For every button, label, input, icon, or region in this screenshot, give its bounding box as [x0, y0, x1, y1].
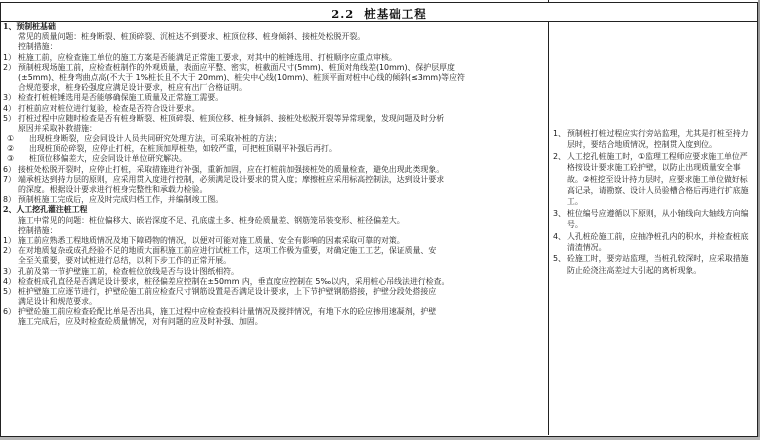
- list-item-continuation: 的深度。根据设计要求进行桩身完整性和承载力检验。: [18, 185, 208, 194]
- list-item-continuation: 全至关重要，要对试桩进行总结，以利下步工作的正常开展。: [18, 256, 232, 266]
- list-item: 5） 打桩过程中应随时检查是否有桩身断裂、桩顶碎裂、桩顶位移、桩身倾斜、接桩处松脱开裂等异常现象，发现问题及时分析: [3, 113, 445, 123]
- part1-common-issues: 常见的质量问题：桩身断裂、桩顶碎裂、沉桩达不到要求、桩顶位移、桩身倾斜、接桩处松脱开裂。: [18, 32, 366, 42]
- list-item-continuation: (±5mm)、桩身弯曲点高(不大于 1%桩长且不大于 20mm)、桩尖中心线(10mm)、桩顶平面对桩中心线的倾斜(≤3mm)等应符: [18, 72, 465, 82]
- content-row: [0, 22, 758, 437]
- sub-list-item: ③ 桩顶位移偏差大，应会同设计单位研究解决。: [7, 154, 187, 164]
- sub-list-item: ② 出现桩顶砼碎裂，应停止打桩，在桩顶加厚桩垫，如较严重，可把桩顶剔平补强后再打。: [7, 144, 337, 154]
- list-item-continuation: 合规范要求，桩身砼强度应满足设计要求，桩应有出厂合格证明。: [18, 83, 247, 93]
- part2-heading: 2、人工挖孔灌注桩工程: [3, 205, 88, 215]
- list-item: 8） 预制桩施工完成后，应及时完成归档工作，并编制竣工图。: [3, 195, 224, 205]
- note-item: 5、 砼施工时，要旁站监理，当桩孔较深时，应采取措施防止砼浇注高差过大引起的离析现象。: [553, 254, 749, 275]
- part2-control-label: 控制措施：: [18, 225, 58, 235]
- part1-control-label: 控制措施：: [18, 42, 58, 52]
- list-item-continuation: 施工完成后，应及时检查砼质量情况，对有问题的应及时补强、加固。: [18, 317, 263, 327]
- list-item: 5） 桩护壁施工应逐节进行，护壁砼施工前应检查尺寸钢筋设置是否满足设计要求，上下节护壁钢筋搭接，护壁分段处搭接应: [3, 286, 437, 296]
- section-number: 2.2: [331, 7, 355, 21]
- part2-common-issues: 施工中常见的问题：桩位偏移大、嵌岩深度不足、孔底虚土多、桩身砼质量差、钢筋笼吊装变形、桩径偏差大。: [18, 215, 405, 225]
- list-item-continuation: 原因并采取补救措施：: [18, 123, 97, 133]
- list-item: 4） 检查桩成孔直径是否满足设计要求，桩径偏差应控制在±50mm 内，垂直度应控制在 5‰以内，采用桩心吊线法进行检查。: [3, 276, 450, 286]
- quality-issues-column: [1, 22, 549, 435]
- list-item: 3） 孔前及第一节护壁施工前，检查桩位放线是否与设计图纸相符。: [3, 266, 239, 276]
- note-item: 3、 桩位编号应遵循以下原则，从小轴线向大轴线方向编号。: [553, 208, 749, 230]
- list-item: 7） 端承桩达到持力层的原则，应采用贯入度进行控制，必须满足设计要求的贯入度；摩擦桩应采用标高控制法，达到设计要求: [3, 174, 445, 184]
- list-item: 1） 桩施工前，应检查施工单位的施工方案是否能满足正常施工要求，对其中的桩锤选用、打桩顺序应重点审核。: [3, 52, 397, 62]
- list-item-continuation: 满足设计和规范要求。: [18, 297, 97, 307]
- section-header-row: [0, 3, 758, 22]
- list-item: 6） 护壁砼施工前应检查砼配比单是否出具，施工过程中应检查投料计量情况及搅拌情况，有地下水的砼应掺用速凝剂，护壁: [3, 307, 437, 317]
- list-item: 2） 预制桩现场施工前，应检查桩制作的外观质量，表面应平整、密实，桩截面尺寸(5mm)、桩顶对角线差(10mm)、保护层厚度: [3, 62, 455, 72]
- note-item: 4、 人孔桩砼施工前，应抽净桩孔内的积水，并检查桩底清渣情况。: [553, 231, 749, 253]
- list-item: 6） 接桩处松脱开裂时，应停止打桩，采取措施进行补强，重新加固，应在打桩前加强接桩处的质量检查，避免出现此类现象。: [3, 164, 445, 174]
- list-item: 2） 在对地质复杂或成孔经验不足的地质大面积施工前应进行试桩工作，这项工作极为重要，对确定施工工艺，保证质量、安: [3, 246, 437, 256]
- supervision-notes-list: [553, 128, 753, 276]
- section-title-text: 桩基础工程: [364, 7, 427, 21]
- note-item: 2、 人工挖孔桩施工时，①监理工程师应要求施工单位严格按设计要求施工砼护壁，以防止出现质量安全事故。②桩挖至设计持力层时，应要求施工单位做好标高记录，请勘察、设计人员验槽合格后再进行扩底施工。: [553, 151, 749, 207]
- sub-list-item: ① 出现桩身断裂，应会同设计人员共同研究处理方法，可采取补桩的方法；: [7, 134, 282, 144]
- list-item: 1） 施工前应熟悉工程地质情况及地下障碍物的情况，以便对可能对施工质量、安全有影响的因素采取可靠的对策。: [3, 235, 405, 245]
- note-item: 1、 预制桩打桩过程应实行旁站监理，尤其是打桩至持力层时，要结合地质情况，控制贯入度到位。: [553, 129, 749, 150]
- part1-heading: 1、预制桩基础: [3, 22, 56, 31]
- supervision-notes-column: [549, 22, 757, 435]
- list-item: 3） 检查打桩桩锤选用是否能够确保施工质量及正常施工需要。: [3, 93, 224, 103]
- section-title: [331, 7, 427, 21]
- list-item: 4） 打桩前应对桩位进行复验，检查是否符合设计要求。: [3, 103, 200, 113]
